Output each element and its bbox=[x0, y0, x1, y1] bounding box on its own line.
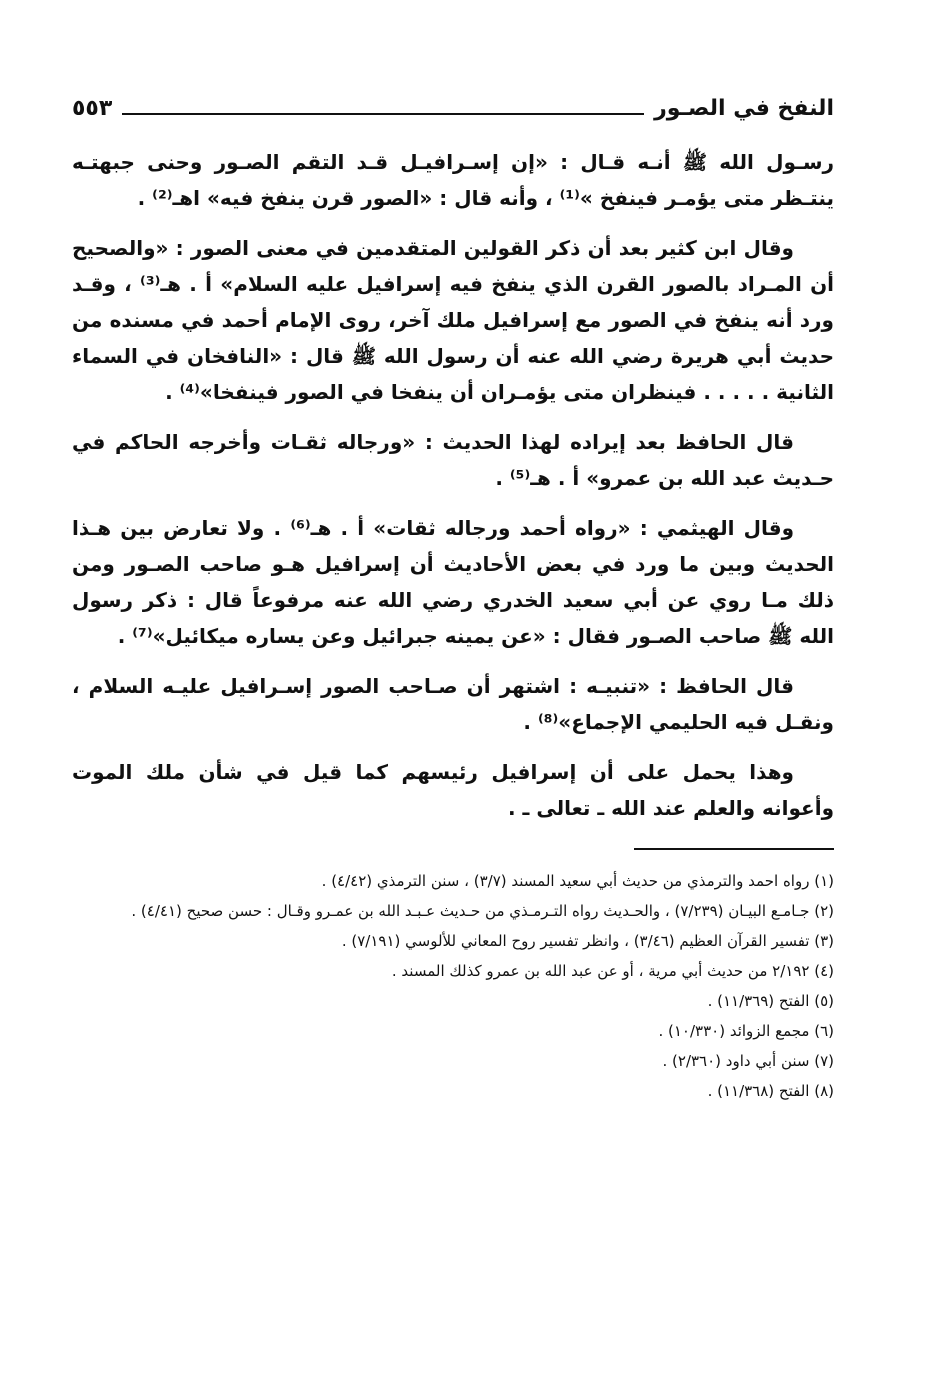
paragraph: رسـول الله ﷺ أنـه قـال : «إن إسـرافيـل قـد التقم الصـور وحنى جبهتـه ينتـظر متى يؤمـر فينفخ »⁽¹⁾ ، وأنه قال : «الصور قرن ينفخ فيه» اهـ⁽²⁾ . bbox=[72, 150, 834, 210]
paragraph: وهذا يحمل على أن إسرافيل رئيسهم كما قيل في شأن ملك الموت وأعوانه والعلم عند الله ـ تعالى ـ . bbox=[72, 760, 834, 820]
book-page bbox=[72, 88, 834, 1106]
footnote: (٥) الفتح (١١/٣٦٩) . bbox=[707, 992, 834, 1010]
footnote-separator bbox=[634, 848, 834, 850]
footnote: (٨) الفتح (١١/٣٦٨) . bbox=[707, 1082, 834, 1100]
paragraph: قال الحافظ بعد إيراده لهذا الحديث : «ورجاله ثقـات وأخرجه الحاكم في حـديث عبد الله بن عمرو» أ . هـ⁽⁵⁾ . bbox=[72, 430, 834, 490]
footnote: (٣) تفسير القرآن العظيم (٣/٤٦) ، وانظر تفسير روح المعاني للألوسي (٧/١٩١) . bbox=[341, 932, 834, 950]
footnotes bbox=[72, 866, 834, 1106]
footnote: (٦) مجمع الزوائد (١٠/٣٣٠) . bbox=[658, 1022, 834, 1040]
footnote: (٢) جـامـع البيـان (٧/٢٣٩) ، والحـديث رواه التـرمـذي من حـديث عـبـد الله بن عمـرو وقـال : حسن صحيح (٤/٤١) . bbox=[131, 902, 834, 920]
running-header bbox=[72, 88, 834, 128]
body-text bbox=[72, 144, 834, 826]
footnote: (١) رواه احمد والترمذي من حديث أبي سعيد المسند (٣/٧) ، سنن الترمذي (٤/٤٢) . bbox=[321, 872, 834, 890]
paragraph: وقال ابن كثير بعد أن ذكر القولين المتقدمين في معنى الصور : «والصحيح أن المـراد بالصور القرن الذي ينفخ فيه إسرافيل عليه السلام» أ . هـ⁽³⁾ ، وقـد ورد أنه ينفخ في الصور مع إسرافيل ملك آخر، روى الإمام أحمد في مسنده من حديث أبي هريرة رضي الله عنه أن رسول الله ﷺ قال : «النافخان في السماء الثانية . . . . . فينظران متى يؤمـران أن ينفخا في الصور فينفخا»⁽⁴⁾ . bbox=[72, 236, 835, 404]
paragraph: وقال الهيثمي : «رواه أحمد ورجاله ثقات» أ . هـ⁽⁶⁾ . ولا تعارض بين هـذا الحديث وبين ما ورد في بعض الأحاديث أن إسرافيل هـو صاحب الصـور ومن ذلك مـا روي عن أبي سعيد الخدري رضي الله عنه مرفوعاً قال : ذكر رسول الله ﷺ صاحب الصـور فقال : «عن يمينه جبرائيل وعن يساره ميكائيل»⁽⁷⁾ . bbox=[72, 516, 834, 648]
footnote: (٧) سنن أبي داود (٢/٣٦٠) . bbox=[662, 1052, 834, 1070]
page-number: ٥٥٣ bbox=[72, 95, 113, 121]
paragraph: قال الحافظ : «تنبيـه : اشتهر أن صـاحب الصور إسـرافيل عليـه السلام ، ونقـل فيه الحليمي الإجماع»⁽⁸⁾ . bbox=[72, 674, 834, 734]
footnote: (٤) ٢/١٩٢ من حديث أبي مرية ، أو عن عبد الله بن عمرو كذلك المسند . bbox=[391, 962, 834, 980]
chapter-title: النفخ في الصـور bbox=[654, 95, 834, 121]
header-rule bbox=[122, 113, 644, 115]
